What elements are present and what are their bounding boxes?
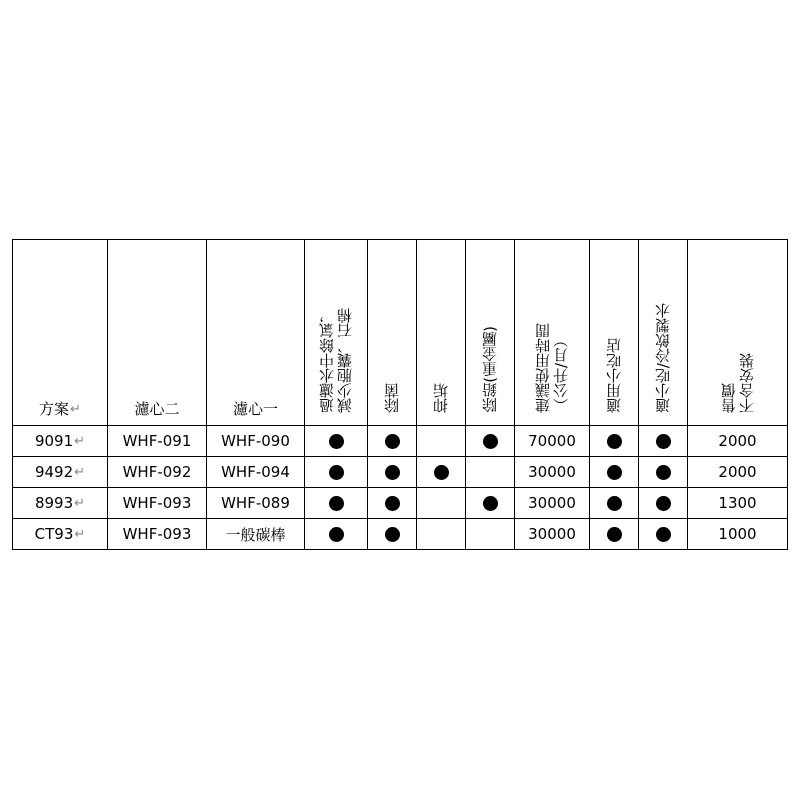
header-usage: 建議使用時間 （公升/月） xyxy=(515,240,590,426)
filled-circle-icon xyxy=(329,527,344,542)
header-filter-2: 濾心二 xyxy=(108,240,207,426)
filled-circle-icon xyxy=(656,465,671,480)
filled-circle-icon xyxy=(329,465,344,480)
cell-text: 2000 xyxy=(718,463,757,481)
cell-drink xyxy=(639,488,688,519)
cell-text: WHF-090 xyxy=(221,432,290,450)
cell-text: WHF-094 xyxy=(221,463,290,481)
cell-snack xyxy=(590,488,639,519)
cell-drink xyxy=(639,519,688,550)
filled-circle-icon xyxy=(329,434,344,449)
cell-chlorine xyxy=(305,457,368,488)
cell-bacteria xyxy=(368,457,417,488)
cell-text: 2000 xyxy=(718,432,757,450)
cell-bacteria xyxy=(368,488,417,519)
cell-scale xyxy=(417,426,466,457)
filled-circle-icon xyxy=(656,434,671,449)
filled-circle-icon xyxy=(607,527,622,542)
cell-filter1 xyxy=(207,457,305,488)
filled-circle-icon xyxy=(385,496,400,511)
paragraph-mark-icon: ↵ xyxy=(74,496,86,511)
header-snack: 適用小吃店 xyxy=(590,240,639,426)
cell-usage xyxy=(515,488,590,519)
filled-circle-icon xyxy=(483,434,498,449)
header-plan: 方案↵ xyxy=(13,240,108,426)
cell-snack xyxy=(590,519,639,550)
header-bacteria: 除菌 xyxy=(368,240,417,426)
cell-text: 30000 xyxy=(528,525,576,543)
paragraph-mark-icon: ↵ xyxy=(74,434,86,449)
cell-text: WHF-089 xyxy=(221,494,290,512)
table-body xyxy=(13,426,788,550)
cell-scale xyxy=(417,519,466,550)
header-drink: 適小吃/冷飲製水 xyxy=(639,240,688,426)
header-row xyxy=(13,240,788,426)
cell-plan xyxy=(13,457,108,488)
cell-filter2 xyxy=(108,488,207,519)
filled-circle-icon xyxy=(329,496,344,511)
cell-lead xyxy=(466,426,515,457)
cell-text: 一般碳棒 xyxy=(225,525,286,544)
cell-snack xyxy=(590,426,639,457)
header-chlorine: 過濾水中餘氯， 減少胞囊、石棉 xyxy=(305,240,368,426)
cell-chlorine xyxy=(305,426,368,457)
cell-bacteria xyxy=(368,519,417,550)
cell-filter2 xyxy=(108,457,207,488)
filled-circle-icon xyxy=(385,434,400,449)
filled-circle-icon xyxy=(656,527,671,542)
cell-price xyxy=(688,488,788,519)
cell-usage xyxy=(515,426,590,457)
cell-plan xyxy=(13,426,108,457)
cell-text: 30000 xyxy=(528,463,576,481)
header-price: 售價 不含安裝 xyxy=(688,240,788,426)
cell-text: 1000 xyxy=(718,525,757,543)
cell-text: 30000 xyxy=(528,494,576,512)
cell-filter1 xyxy=(207,426,305,457)
cell-text: CT93 xyxy=(34,525,74,543)
cell-text: 9492 xyxy=(34,463,74,481)
filled-circle-icon xyxy=(607,434,622,449)
cell-usage xyxy=(515,457,590,488)
cell-plan xyxy=(13,488,108,519)
paragraph-mark-icon: ↵ xyxy=(74,465,86,480)
table-row xyxy=(13,426,788,457)
cell-text: WHF-093 xyxy=(122,525,192,543)
filled-circle-icon xyxy=(607,496,622,511)
filled-circle-icon xyxy=(656,496,671,511)
cell-chlorine xyxy=(305,519,368,550)
cell-lead xyxy=(466,488,515,519)
filled-circle-icon xyxy=(434,465,449,480)
filled-circle-icon xyxy=(483,496,498,511)
cell-filter2 xyxy=(108,426,207,457)
cell-chlorine xyxy=(305,488,368,519)
cell-text: 1300 xyxy=(718,494,757,512)
header-scale: 抑垢 xyxy=(417,240,466,426)
cell-text: 70000 xyxy=(528,432,576,450)
cell-snack xyxy=(590,457,639,488)
header-filter-1: 濾心一 xyxy=(207,240,305,426)
header-lead: 除鉛(重金屬) xyxy=(466,240,515,426)
cell-text: WHF-092 xyxy=(122,463,192,481)
filled-circle-icon xyxy=(385,527,400,542)
cell-filter1 xyxy=(207,519,305,550)
cell-filter1 xyxy=(207,488,305,519)
cell-price xyxy=(688,457,788,488)
cell-text: 9091 xyxy=(34,432,74,450)
filled-circle-icon xyxy=(607,465,622,480)
cell-plan xyxy=(13,519,108,550)
cell-drink xyxy=(639,457,688,488)
cell-usage xyxy=(515,519,590,550)
filter-plan-table xyxy=(12,239,788,550)
cell-text: WHF-093 xyxy=(122,494,192,512)
cell-text: WHF-091 xyxy=(122,432,192,450)
paragraph-mark-icon: ↵ xyxy=(74,527,86,542)
table-row xyxy=(13,457,788,488)
cell-price xyxy=(688,519,788,550)
cell-lead xyxy=(466,519,515,550)
filled-circle-icon xyxy=(385,465,400,480)
cell-filter2 xyxy=(108,519,207,550)
cell-text: 8993 xyxy=(34,494,74,512)
cell-price xyxy=(688,426,788,457)
table-row xyxy=(13,519,788,550)
cell-drink xyxy=(639,426,688,457)
cell-scale xyxy=(417,488,466,519)
cell-lead xyxy=(466,457,515,488)
cell-bacteria xyxy=(368,426,417,457)
table-row xyxy=(13,488,788,519)
cell-scale xyxy=(417,457,466,488)
